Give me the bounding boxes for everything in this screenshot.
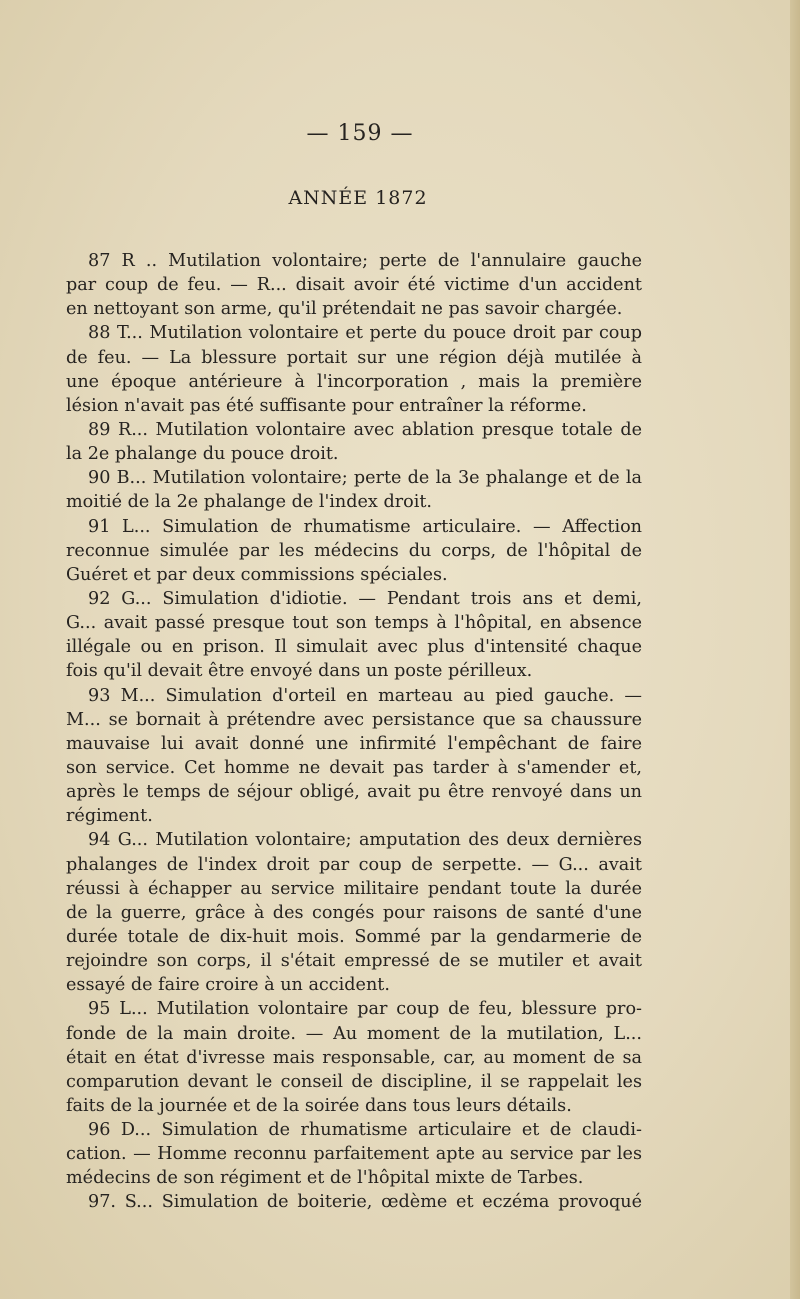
text-line: 90 B... Mutilation volontaire; perte de la 3e phalange et de la (88, 468, 642, 489)
text-line: après le temps de séjour obligé, avait pu être renvoyé dans un (66, 782, 642, 803)
text-line: 89 R... Mutilation volontaire avec ablation presque totale de (88, 419, 642, 440)
text-line: faits de la journée et de la soirée dans tous leurs détails. (66, 1095, 572, 1116)
text-line: moitié de la 2e phalange de l'index droit. (66, 492, 433, 513)
text-line: fonde de la main droite. — Au moment de la mutilation, L... (66, 1023, 642, 1044)
text-line: 92 G... Simulation d'idiotie. — Pendant trois ans et demi, (88, 588, 642, 609)
text-line: réussi à échapper au service militaire pendant toute la durée (66, 878, 642, 899)
text-line: était en état d'ivresse mais responsable, car, au moment de sa (66, 1047, 642, 1068)
text-line: Guéret et par deux commissions spéciales. (66, 564, 448, 585)
text-line: M... se bornait à prétendre avec persistance que sa chaussure (66, 709, 642, 730)
text-line: essayé de faire croire à un accident. (66, 975, 390, 996)
text-line: une époque antérieure à l'incorporation , mais la première (66, 371, 642, 392)
text-line: rejoindre son corps, il s'était empressé de se mutiler et avait (66, 951, 642, 972)
text-line: la 2e phalange du pouce droit. (66, 444, 339, 465)
page-edge (790, 0, 800, 1299)
text-line: illégale ou en prison. Il simulait avec plus d'intensité chaque (66, 637, 642, 658)
text-line: régiment. (66, 806, 153, 827)
text-line: mauvaise lui avait donné une infirmité l'empêchant de faire (66, 733, 642, 754)
text-line: 96 D... Simulation de rhumatisme articulaire et de claudi- (88, 1120, 642, 1141)
text-line: médecins de son régiment et de l'hôpital mixte de Tarbes. (66, 1168, 584, 1189)
text-line: phalanges de l'index droit par coup de serpette. — G... avait (66, 854, 642, 875)
text-line: comparution devant le conseil de discipline, il se rappelait les (66, 1071, 642, 1092)
text-line: 94 G... Mutilation volontaire; amputation des deux dernières (88, 830, 642, 851)
text-line: reconnue simulée par les médecins du corps, de l'hôpital de (66, 540, 642, 561)
page-number: — 159 — (306, 121, 414, 146)
text-line: fois qu'il devait être envoyé dans un poste périlleux. (66, 661, 533, 682)
text-line: 87 R .. Mutilation volontaire; perte de l'annulaire gauche (88, 251, 642, 271)
text-line: en nettoyant son arme, qu'il prétendait ne pas savoir chargée. (66, 299, 623, 320)
text-line: 88 T... Mutilation volontaire et perte du pouce droit par coup (88, 323, 642, 344)
text-line: 95 L... Mutilation volontaire par coup de feu, blessure pro- (88, 999, 642, 1020)
text-line: lésion n'avait pas été suffisante pour entraîner la réforme. (66, 395, 587, 416)
text-line: par coup de feu. — R... disait avoir été victime d'un accident (66, 275, 642, 296)
text-line: durée totale de dix-huit mois. Sommé par la gendarmerie de (66, 926, 642, 947)
text-line: cation. — Homme reconnu parfaitement apte au service par les (66, 1144, 642, 1165)
body-text (66, 249, 642, 1215)
text-line: 91 L... Simulation de rhumatisme articulaire. — Affection (88, 516, 642, 537)
text-line: 93 M... Simulation d'orteil en marteau au pied gauche. — (88, 685, 642, 706)
text-line: 97. S... Simulation de boiterie, œdème et eczéma provoqué (88, 1192, 642, 1213)
text-line: G... avait passé presque tout son temps à l'hôpital, en absence (66, 613, 642, 634)
text-line: de feu. — La blessure portait sur une région déjà mutilée à (66, 347, 642, 368)
text-line: de la guerre, grâce à des congés pour raisons de santé d'une (66, 902, 642, 923)
text-line: son service. Cet homme ne devait pas tarder à s'amender et, (66, 757, 642, 778)
year-heading: ANNÉE 1872 (288, 187, 428, 209)
